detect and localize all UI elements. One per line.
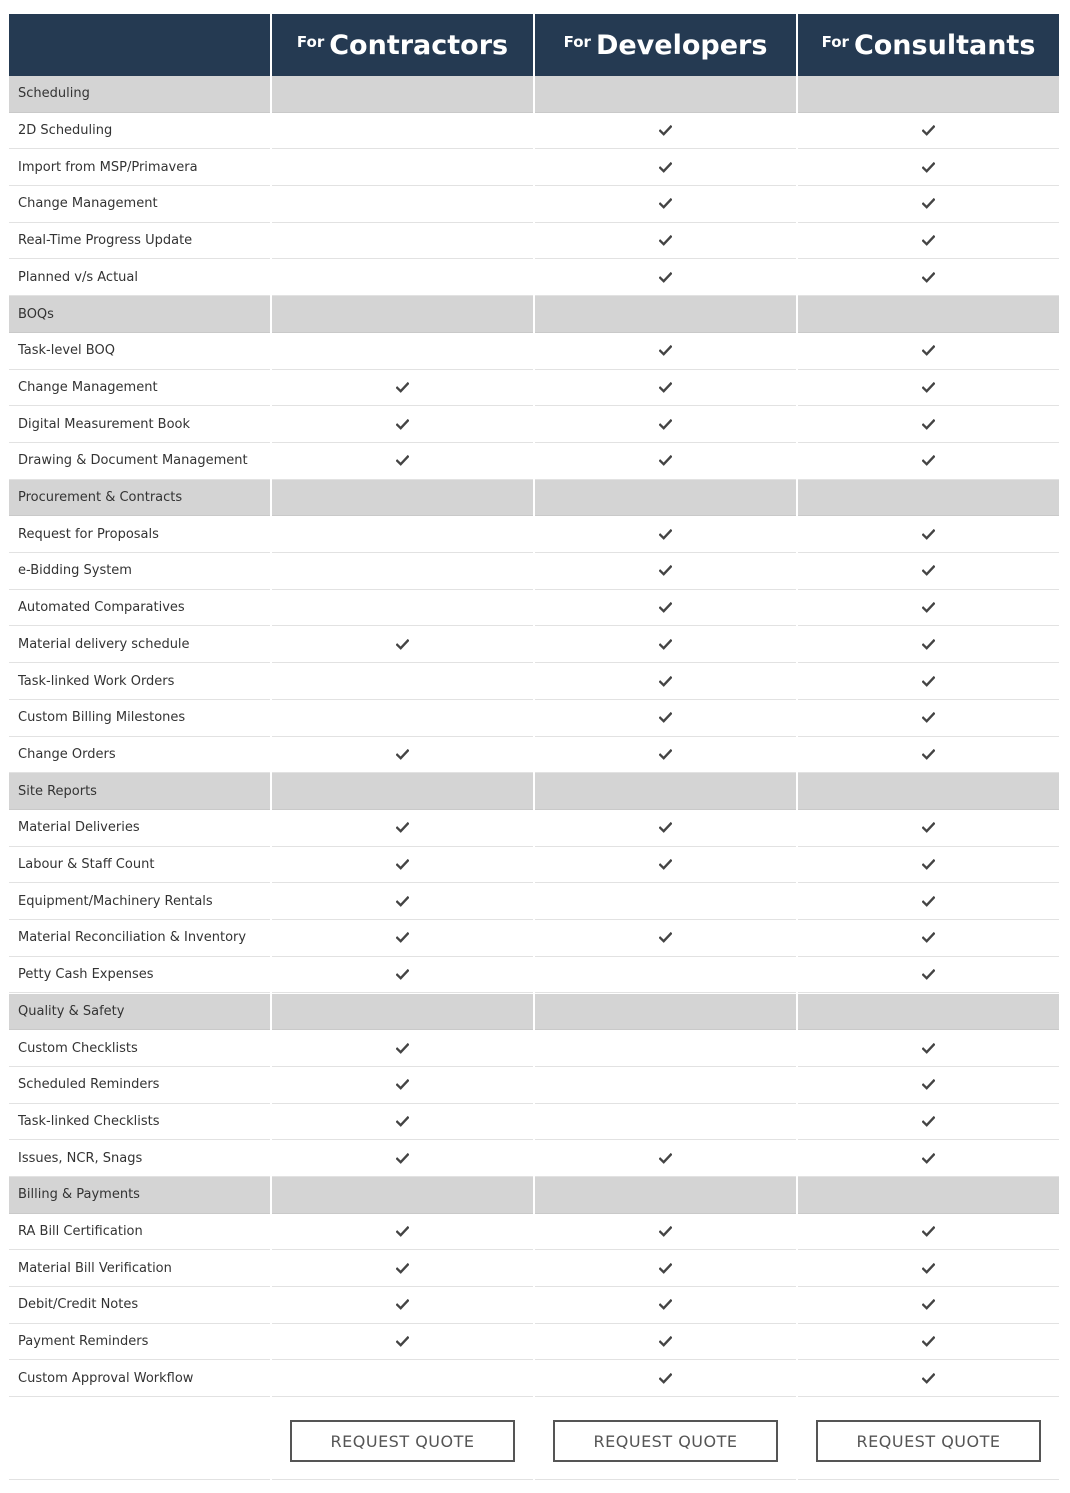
check-icon — [396, 969, 409, 980]
feature-cell — [272, 810, 533, 847]
check-icon — [922, 235, 935, 246]
check-icon — [659, 932, 672, 943]
section-title: Scheduling — [9, 76, 270, 113]
feature-cell — [798, 957, 1059, 994]
feature-cell — [272, 1104, 533, 1141]
feature-cell — [272, 847, 533, 884]
check-icon — [396, 859, 409, 870]
section-cell — [798, 1177, 1059, 1214]
section-cell — [535, 76, 796, 113]
feature-label: Digital Measurement Book — [9, 406, 270, 443]
feature-cell — [798, 333, 1059, 370]
feature-cell — [798, 920, 1059, 957]
feature-cell — [272, 443, 533, 480]
check-icon — [659, 272, 672, 283]
check-icon — [922, 859, 935, 870]
request-quote-button-consultants[interactable]: REQUEST QUOTE — [816, 1420, 1041, 1462]
feature-cell — [535, 847, 796, 884]
feature-cell — [535, 810, 796, 847]
feature-label: Request for Proposals — [9, 516, 270, 553]
feature-cell — [798, 847, 1059, 884]
feature-cell — [798, 1324, 1059, 1361]
feature-cell — [272, 370, 533, 407]
feature-cell — [272, 1361, 533, 1398]
feature-cell — [798, 186, 1059, 223]
feature-label: Real-Time Progress Update — [9, 223, 270, 260]
footer-empty-cell — [9, 1401, 270, 1480]
check-icon — [396, 1153, 409, 1164]
section-cell — [798, 480, 1059, 517]
feature-label: Material delivery schedule — [9, 627, 270, 664]
feature-cell — [798, 113, 1059, 150]
check-icon — [922, 382, 935, 393]
check-icon — [922, 1226, 935, 1237]
check-icon — [659, 1336, 672, 1347]
check-icon — [922, 345, 935, 356]
check-icon — [396, 419, 409, 430]
check-icon — [396, 1116, 409, 1127]
check-icon — [922, 1043, 935, 1054]
feature-label: Equipment/Machinery Rentals — [9, 883, 270, 920]
check-icon — [659, 712, 672, 723]
feature-cell — [272, 1067, 533, 1104]
feature-cell — [535, 737, 796, 774]
feature-label: Custom Checklists — [9, 1030, 270, 1067]
feature-label: Change Orders — [9, 737, 270, 774]
feature-cell — [535, 883, 796, 920]
check-icon — [922, 529, 935, 540]
check-icon — [659, 345, 672, 356]
check-icon — [659, 529, 672, 540]
feature-cell — [535, 186, 796, 223]
feature-cell — [798, 590, 1059, 627]
check-icon — [659, 602, 672, 613]
section-cell — [798, 76, 1059, 113]
section-cell — [535, 773, 796, 810]
check-icon — [659, 859, 672, 870]
check-icon — [659, 1373, 672, 1384]
section-cell — [272, 773, 533, 810]
feature-cell — [798, 663, 1059, 700]
feature-label: Material Deliveries — [9, 810, 270, 847]
feature-cell — [535, 590, 796, 627]
check-icon — [396, 749, 409, 760]
feature-cell — [272, 516, 533, 553]
feature-cell — [798, 1067, 1059, 1104]
check-icon — [659, 822, 672, 833]
section-title: BOQs — [9, 296, 270, 333]
feature-cell — [535, 957, 796, 994]
check-icon — [659, 1153, 672, 1164]
feature-cell — [272, 957, 533, 994]
feature-cell — [535, 1324, 796, 1361]
request-quote-button-developers[interactable]: REQUEST QUOTE — [553, 1420, 778, 1462]
check-icon — [922, 1373, 935, 1384]
check-icon — [659, 1226, 672, 1237]
feature-label: Issues, NCR, Snags — [9, 1140, 270, 1177]
feature-cell — [272, 113, 533, 150]
feature-cell — [272, 1214, 533, 1251]
section-cell — [272, 480, 533, 517]
check-icon — [922, 1116, 935, 1127]
feature-cell — [272, 553, 533, 590]
feature-label: Scheduled Reminders — [9, 1067, 270, 1104]
check-icon — [922, 1336, 935, 1347]
check-icon — [922, 272, 935, 283]
feature-cell — [798, 516, 1059, 553]
column-title: Consultants — [853, 29, 1036, 61]
feature-cell — [272, 333, 533, 370]
column-title: Developers — [595, 29, 768, 61]
feature-cell — [798, 810, 1059, 847]
feature-label: RA Bill Certification — [9, 1214, 270, 1251]
column-header-consultants — [798, 14, 1059, 76]
feature-label: Change Management — [9, 370, 270, 407]
feature-cell — [535, 333, 796, 370]
feature-cell — [535, 663, 796, 700]
check-icon — [922, 822, 935, 833]
feature-label: Debit/Credit Notes — [9, 1287, 270, 1324]
check-icon — [659, 455, 672, 466]
feature-cell — [535, 1214, 796, 1251]
feature-cell — [535, 1067, 796, 1104]
section-cell — [798, 994, 1059, 1031]
feature-cell — [272, 663, 533, 700]
check-icon — [922, 896, 935, 907]
section-cell — [535, 994, 796, 1031]
check-icon — [396, 1336, 409, 1347]
check-icon — [922, 125, 935, 136]
section-title: Billing & Payments — [9, 1177, 270, 1214]
check-icon — [922, 162, 935, 173]
feature-label: Petty Cash Expenses — [9, 957, 270, 994]
feature-label: Import from MSP/Primavera — [9, 149, 270, 186]
check-icon — [396, 455, 409, 466]
feature-cell — [798, 1361, 1059, 1398]
feature-label: Planned v/s Actual — [9, 260, 270, 297]
feature-cell — [535, 1361, 796, 1398]
check-icon — [659, 162, 672, 173]
check-icon — [922, 455, 935, 466]
feature-cell — [798, 1214, 1059, 1251]
feature-cell — [535, 406, 796, 443]
feature-label: Change Management — [9, 186, 270, 223]
feature-cell — [272, 260, 533, 297]
section-title: Procurement & Contracts — [9, 480, 270, 517]
column-prefix: For — [821, 33, 849, 51]
feature-cell — [272, 1140, 533, 1177]
feature-cell — [535, 920, 796, 957]
check-icon — [659, 565, 672, 576]
feature-cell — [535, 700, 796, 737]
feature-cell — [798, 1030, 1059, 1067]
check-icon — [396, 932, 409, 943]
feature-cell — [798, 223, 1059, 260]
feature-cell — [798, 1250, 1059, 1287]
section-cell — [535, 296, 796, 333]
feature-cell — [535, 553, 796, 590]
column-header-contractors — [272, 14, 533, 76]
check-icon — [396, 382, 409, 393]
feature-cell — [798, 1287, 1059, 1324]
feature-cell — [272, 737, 533, 774]
check-icon — [922, 602, 935, 613]
check-icon — [922, 749, 935, 760]
request-quote-button-contractors[interactable]: REQUEST QUOTE — [290, 1420, 515, 1462]
feature-cell — [535, 1140, 796, 1177]
feature-cell — [798, 883, 1059, 920]
check-icon — [396, 896, 409, 907]
check-icon — [659, 125, 672, 136]
feature-cell — [535, 149, 796, 186]
section-cell — [798, 296, 1059, 333]
check-icon — [922, 712, 935, 723]
section-title: Site Reports — [9, 773, 270, 810]
check-icon — [659, 419, 672, 430]
feature-cell — [535, 370, 796, 407]
feature-label: Material Bill Verification — [9, 1250, 270, 1287]
feature-cell — [272, 883, 533, 920]
section-cell — [272, 1177, 533, 1214]
check-icon — [659, 235, 672, 246]
feature-label: e-Bidding System — [9, 553, 270, 590]
feature-label: Drawing & Document Management — [9, 443, 270, 480]
feature-cell — [798, 149, 1059, 186]
section-cell — [798, 773, 1059, 810]
feature-cell — [535, 223, 796, 260]
check-icon — [922, 1263, 935, 1274]
feature-cell — [272, 1030, 533, 1067]
check-icon — [659, 639, 672, 650]
feature-cell — [272, 920, 533, 957]
feature-label: Task-linked Checklists — [9, 1104, 270, 1141]
feature-cell — [272, 1250, 533, 1287]
column-title: Contractors — [329, 29, 509, 61]
feature-cell — [535, 1287, 796, 1324]
feature-cell — [272, 149, 533, 186]
check-icon — [396, 1043, 409, 1054]
feature-cell — [798, 1104, 1059, 1141]
feature-cell — [272, 1287, 533, 1324]
feature-cell — [798, 1140, 1059, 1177]
feature-cell — [535, 1104, 796, 1141]
feature-cell — [535, 627, 796, 664]
column-prefix: For — [296, 33, 325, 51]
feature-cell — [798, 627, 1059, 664]
check-icon — [922, 419, 935, 430]
check-icon — [659, 676, 672, 687]
feature-label: Material Reconciliation & Inventory — [9, 920, 270, 957]
column-header-developers — [535, 14, 796, 76]
column-prefix: For — [563, 33, 591, 51]
check-icon — [659, 1263, 672, 1274]
check-icon — [659, 382, 672, 393]
section-cell — [535, 1177, 796, 1214]
check-icon — [659, 1299, 672, 1310]
feature-cell — [535, 113, 796, 150]
check-icon — [922, 676, 935, 687]
check-icon — [922, 932, 935, 943]
feature-cell — [798, 737, 1059, 774]
check-icon — [396, 1299, 409, 1310]
header-empty-cell — [9, 14, 270, 76]
check-icon — [922, 198, 935, 209]
feature-cell — [798, 700, 1059, 737]
feature-cell — [798, 553, 1059, 590]
section-cell — [272, 296, 533, 333]
check-icon — [396, 1079, 409, 1090]
check-icon — [396, 639, 409, 650]
feature-label: 2D Scheduling — [9, 113, 270, 150]
check-icon — [396, 1263, 409, 1274]
feature-cell — [272, 186, 533, 223]
check-icon — [922, 565, 935, 576]
feature-cell — [535, 443, 796, 480]
feature-cell — [798, 406, 1059, 443]
feature-label: Task-level BOQ — [9, 333, 270, 370]
feature-cell — [535, 1250, 796, 1287]
feature-cell — [798, 370, 1059, 407]
section-cell — [272, 76, 533, 113]
feature-cell — [535, 516, 796, 553]
feature-cell — [272, 223, 533, 260]
check-icon — [922, 639, 935, 650]
feature-cell — [272, 627, 533, 664]
check-icon — [922, 969, 935, 980]
check-icon — [922, 1299, 935, 1310]
feature-cell — [798, 260, 1059, 297]
feature-label: Labour & Staff Count — [9, 847, 270, 884]
feature-label: Custom Billing Milestones — [9, 700, 270, 737]
check-icon — [659, 749, 672, 760]
check-icon — [396, 822, 409, 833]
feature-cell — [798, 443, 1059, 480]
section-cell — [272, 994, 533, 1031]
feature-cell — [535, 1030, 796, 1067]
feature-cell — [272, 1324, 533, 1361]
feature-cell — [535, 260, 796, 297]
check-icon — [659, 198, 672, 209]
check-icon — [922, 1153, 935, 1164]
feature-cell — [272, 406, 533, 443]
section-cell — [535, 480, 796, 517]
check-icon — [396, 1226, 409, 1237]
feature-label: Payment Reminders — [9, 1324, 270, 1361]
feature-label: Automated Comparatives — [9, 590, 270, 627]
feature-cell — [272, 700, 533, 737]
feature-cell — [272, 590, 533, 627]
check-icon — [922, 1079, 935, 1090]
section-title: Quality & Safety — [9, 994, 270, 1031]
feature-label: Custom Approval Workflow — [9, 1361, 270, 1398]
feature-label: Task-linked Work Orders — [9, 663, 270, 700]
